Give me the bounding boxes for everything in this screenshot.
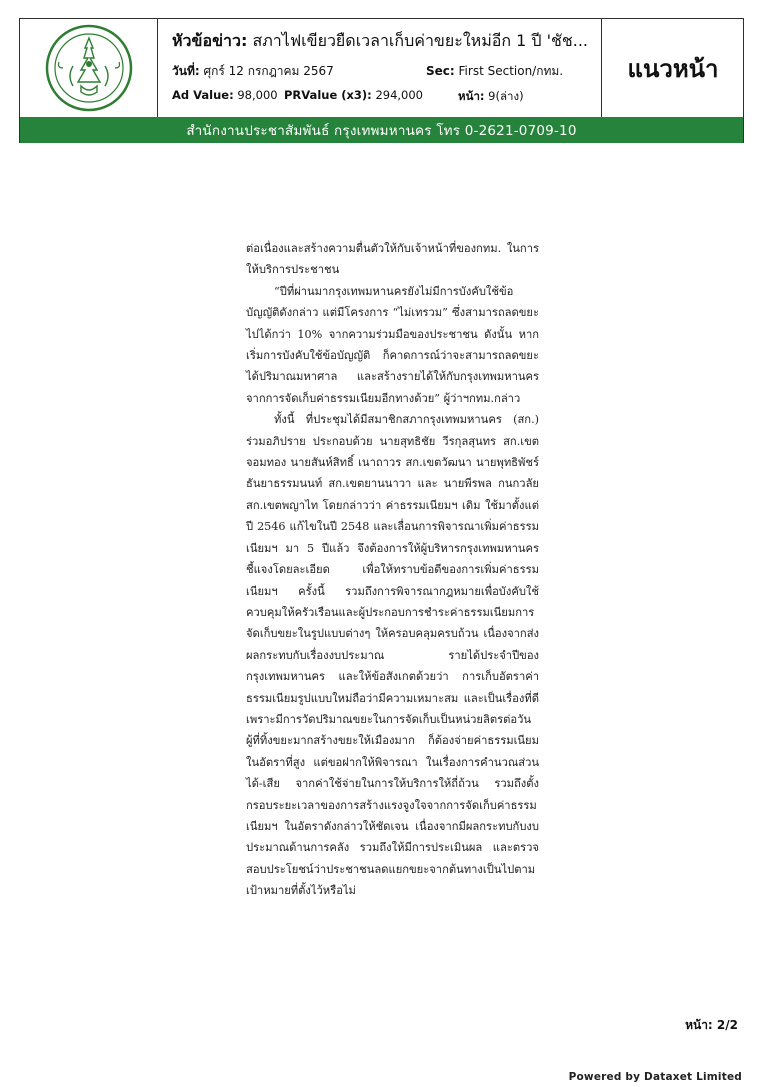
headline-row xyxy=(172,29,592,54)
date-label: วันที่: xyxy=(172,64,200,78)
value-row xyxy=(172,88,601,104)
article-body xyxy=(246,238,539,902)
pr-value-field xyxy=(284,88,423,102)
ad-value: 98,000 xyxy=(237,88,278,102)
page-field xyxy=(458,88,524,106)
newspaper-name: แนวหน้า xyxy=(627,54,719,83)
headline-label: หัวข้อข่าว: xyxy=(172,31,248,50)
sec-value: First Section/กทม. xyxy=(458,64,564,78)
ad-value-field xyxy=(172,88,278,102)
page-value: 9(ล่าง) xyxy=(488,89,524,103)
section-field xyxy=(426,62,563,81)
logo-cell xyxy=(20,19,158,117)
article-paragraph-3: ทั้งนี้ ที่ประชุมได้มีสมาชิกสภากรุงเทพมหานคร (สก.) ร่วมอภิปราย ประกอบด้วย นายสุทธิชัย วีรกุลสุนทร สก.เขตจอมทอง นายสันห์สิทธิ์ เนาถาวร สก.เขตวัฒนา นายพุทธิพัชร์ ธันยาธรรมนนท์ สก.เขตยานนาวา และ นายพีรพล กนกวลัย สก.เขตพญาไท โดยกล่าวว่า ค่าธรรมเนียมฯ เดิม ใช้มาตั้งแต่ปี 2546 แก้ไขในปี 2548 และเลื่อนการพิจารณาเพิ่มค่าธรรมเนียมฯ มา 5 ปีแล้ว จึงต้องการให้ผู้บริหารกรุงเทพมหานครชี้แจงโดยละเอียด เพื่อให้ทราบข้อดีของการเพิ่มค่าธรรมเนียมฯ ครั้งนี้ รวมถึงการพิจารณากฎหมายเพื่อบังคับใช้ควบคุมให้ครัวเรือนและผู้ประกอบการชำระค่าธรรมเนียมการจัดเก็บขยะในรูปแบบต่างๆ ให้ครอบคลุมครบถ้วน เนื่องจากส่งผลกระทบกับเรื่องงบประมาณ รายได้ประจำปีของกรุงเทพมหานคร และให้ข้อสังเกตด้วยว่า การเก็บอัตราค่าธรรมเนียมรูปแบบใหม่ถือว่ามีความเหมาะสม และเป็นเรื่องที่ดีเพราะมีการวัดปริมาณขยะในการจัดเก็บเป็นหน่วยลิตรต่อวัน ผู้ที่ทิ้งขยะมากสร้างขยะให้เมืองมาก ก็ต้องจ่ายค่าธรรมเนียมในอัตราที่สูง แต่ขอฝากให้พิจารณา ในเรื่องการคำนวณส่วนได้-เสีย จากค่าใช้จ่ายในการให้บริการให้ถี่ถ้วน รวมถึงตั้งกรอบระยะเวลาของการสร้างแรงจูงใจจากการจัดเก็บค่าธรรมเนียมฯ ในอัตราดังกล่าวให้ชัดเจน เนื่องจากมีผลกระทบกับงบประมาณด้านการคลัง รวมถึงให้มีการประเมินผล และตรวจสอบประโยชน์ว่าประชาชนลดแยกขยะจากต้นทางเป็นไปตามเป้าหมายที่ตั้งไว้หรือไม่ xyxy=(246,413,539,898)
powered-by: Powered by Dataxet Limited xyxy=(568,1071,742,1083)
clipping-info xyxy=(158,19,602,117)
date-value: ศุกร์ 12 กรกฎาคม 2567 xyxy=(203,64,334,78)
headline: สภาไฟเขียวยืดเวลาเก็บค่าขยะใหม่อีก 1 ปี 'ชัช... xyxy=(252,31,589,50)
bma-seal-logo xyxy=(43,22,135,114)
date-row xyxy=(172,62,601,78)
date-field xyxy=(172,62,334,81)
pr-value-label: PRValue (x3): xyxy=(284,88,372,102)
ad-value-label: Ad Value: xyxy=(172,88,234,102)
pr-value: 294,000 xyxy=(375,88,423,102)
contact-bar: สำนักงานประชาสัมพันธ์ กรุงเทพมหานคร โทร 0-2621-0709-10 xyxy=(20,117,743,143)
sec-label: Sec: xyxy=(426,64,455,78)
page-label: หน้า: xyxy=(458,89,485,103)
article-paragraph-2: “ปีที่ผ่านมากรุงเทพมหานครยังไม่มีการบังคับใช้ข้อบัญญัติดังกล่าว แต่มีโครงการ “ไม่เทรวม” ซึ่งสามารถลดขยะไปได้กว่า 10% จากความร่วมมือของประชาชน ดังนั้น หากเริ่มการบังคับใช้ข้อบัญญัติ ก็คาดการณ์ว่าจะสามารถลดขยะได้ปริมาณมหาศาล และสร้างรายได้ให้กับกรุงเทพมหานครจากการจัดเก็บค่าธรรมเนียมอีกทางด้วย” ผู้ว่าฯกทม.กล่าว xyxy=(246,284,539,405)
clipping-header xyxy=(19,18,744,143)
article-paragraph-1: ต่อเนื่องและสร้างความตื่นตัวให้กับเจ้าหน้าที่ของกทม. ในการให้บริการประชาชน xyxy=(246,242,539,277)
page-number: หน้า: 2/2 xyxy=(685,1018,738,1032)
